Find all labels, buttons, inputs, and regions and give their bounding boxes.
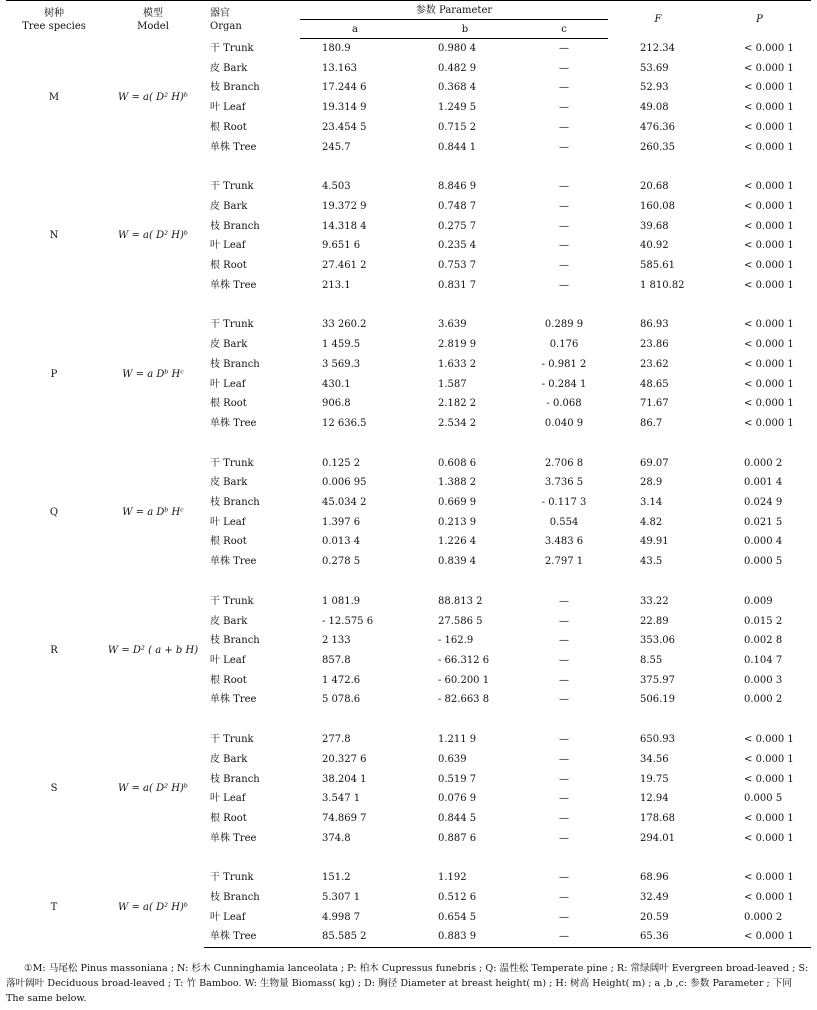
- header-organ-en: Organ: [210, 20, 242, 32]
- cell-c: —: [559, 260, 569, 272]
- cell-b: 0.235 4: [438, 240, 477, 252]
- cell-a: 0.125 2: [322, 457, 361, 469]
- cell-a: 213.1: [322, 279, 351, 291]
- cell-a: 4.998 7: [322, 911, 361, 923]
- cell-c: 3.736 5: [544, 477, 584, 489]
- cell-p: < 0.000 1: [744, 240, 794, 252]
- cell-a: 14.318 4: [322, 220, 367, 232]
- cell-a: 3 569.3: [322, 358, 361, 370]
- cell-c: —: [559, 141, 569, 153]
- cell-organ: 皮 Bark: [210, 62, 248, 74]
- spacer-cell: [6, 434, 811, 454]
- cell-f: 48.65: [640, 378, 669, 390]
- cell-b: 0.844 1: [438, 141, 477, 153]
- cell-f: 19.75: [640, 773, 669, 785]
- cell-c: - 0.117 3: [541, 497, 587, 509]
- cell-p: 0.000 3: [744, 674, 783, 686]
- cell-p: < 0.000 1: [744, 141, 794, 153]
- cell-f: 476.36: [640, 121, 676, 133]
- cell-organ: 枝 Branch: [210, 773, 260, 785]
- cell-c: —: [559, 734, 569, 746]
- cell-p: < 0.000 1: [744, 892, 794, 904]
- cell-p: 0.000 2: [744, 911, 783, 923]
- species-cell: P: [50, 368, 58, 380]
- cell-f: 3.14: [640, 497, 663, 509]
- cell-b: 0.980 4: [438, 43, 477, 54]
- cell-organ: 单株 Tree: [210, 279, 257, 291]
- group-spacer: [6, 710, 811, 730]
- cell-a: 38.204 1: [322, 773, 367, 785]
- table-body: [6, 39, 811, 948]
- cell-organ: 皮 Bark: [210, 615, 248, 627]
- cell-a: 1 472.6: [322, 674, 361, 686]
- cell-organ: 叶 Leaf: [210, 516, 246, 528]
- cell-c: - 0.284 1: [541, 378, 587, 390]
- cell-b: 2.819 9: [438, 339, 477, 351]
- cell-c: 2.706 8: [544, 457, 584, 469]
- cell-b: 0.883 9: [410, 927, 520, 947]
- cell-f: 20.59: [640, 911, 669, 923]
- cell-b: 1.388 2: [438, 477, 477, 489]
- cell-organ: 皮 Bark: [210, 753, 248, 765]
- cell-b: 88.813 2: [438, 595, 483, 607]
- cell-a: 857.8: [322, 654, 351, 666]
- cell-a: 5 078.6: [322, 694, 361, 706]
- cell-organ: 叶 Leaf: [210, 102, 246, 114]
- cell-p: < 0.000 1: [744, 42, 794, 54]
- cell-p: < 0.000 1: [744, 398, 794, 410]
- cell-c: —: [559, 595, 569, 607]
- cell-b: 1.633 2: [438, 358, 477, 370]
- group-spacer: [6, 848, 811, 868]
- table-row: [6, 592, 811, 612]
- cell-organ: 皮 Bark: [210, 200, 248, 212]
- cell-a: 13.163: [322, 62, 357, 74]
- cell-p: < 0.000 1: [744, 812, 794, 824]
- cell-c: - 0.981 2: [541, 358, 587, 370]
- group-spacer: [6, 572, 811, 592]
- group-spacer: [6, 157, 811, 177]
- cell-f: 375.97: [640, 674, 676, 686]
- cell-p: < 0.000 1: [744, 773, 794, 785]
- cell-b: 0.831 7: [438, 279, 477, 291]
- cell-b: 27.586 5: [438, 615, 483, 627]
- model-cell: W = a Dᵇ Hᶜ: [122, 506, 184, 518]
- cell-c: 2.797 1: [544, 556, 584, 568]
- cell-p: < 0.000 1: [744, 279, 794, 291]
- cell-organ: 叶 Leaf: [210, 793, 246, 805]
- cell-a: 17.244 6: [322, 82, 367, 94]
- model-cell: W = a( D² H)ᵇ: [118, 91, 188, 103]
- cell-f: 39.68: [640, 220, 669, 232]
- cell-p: < 0.000 1: [744, 181, 794, 193]
- cell-p: 0.021 5: [744, 516, 783, 528]
- species-cell: M: [48, 91, 60, 103]
- table-row: [6, 868, 811, 888]
- cell-f: 28.9: [640, 477, 663, 489]
- cell-c: —: [559, 279, 569, 291]
- cell-b: 1.192: [438, 872, 467, 884]
- cell-b: 1.249 5: [438, 102, 477, 114]
- cell-c: —: [559, 793, 569, 805]
- cell-p: < 0.000 1: [744, 339, 794, 351]
- cell-organ: 枝 Branch: [210, 82, 260, 94]
- cell-c: —: [559, 615, 569, 627]
- cell-a: 0.013 4: [322, 536, 361, 548]
- cell-organ: 皮 Bark: [210, 339, 248, 351]
- cell-b: 0.213 9: [438, 516, 477, 528]
- cell-c: - 0.068: [546, 398, 582, 410]
- header-model-en: Model: [137, 20, 169, 32]
- species-cell: S: [50, 783, 58, 795]
- cell-p: < 0.000 1: [744, 832, 794, 844]
- cell-a: 27.461 2: [322, 260, 367, 272]
- cell-f: 34.56: [640, 753, 669, 765]
- cell-b: 0.368 4: [438, 82, 477, 94]
- cell-f: 20.68: [640, 181, 669, 193]
- cell-organ: 干 Trunk: [210, 872, 254, 884]
- model-cell: W = a( D² H)ᵇ: [118, 901, 188, 913]
- cell-b: 3.639: [438, 319, 467, 331]
- cell-c: —: [559, 694, 569, 706]
- group-spacer: [6, 295, 811, 315]
- cell-f: 8.55: [640, 654, 663, 666]
- cell-c: —: [520, 927, 608, 947]
- cell-c: —: [559, 121, 569, 133]
- cell-a: 85.585 2: [300, 927, 410, 947]
- cell-p: < 0.000 1: [744, 753, 794, 765]
- cell-p: < 0.000 1: [744, 358, 794, 370]
- table-row: [6, 315, 811, 335]
- model-cell: W = D² ( a + b H): [107, 644, 199, 656]
- cell-b: 0.275 7: [438, 220, 477, 232]
- cell-organ: 单株 Tree: [210, 556, 257, 568]
- cell-p: < 0.000 1: [744, 62, 794, 74]
- cell-a: 180.9: [322, 43, 351, 54]
- table-row: [6, 730, 811, 750]
- header-p: P: [708, 1, 811, 39]
- cell-c: —: [559, 43, 569, 54]
- cell-f: 353.06: [640, 635, 676, 647]
- cell-b: 2.534 2: [438, 417, 477, 429]
- cell-a: 906.8: [322, 398, 351, 410]
- cell-organ: 根 Root: [210, 121, 247, 133]
- cell-p: 0.002 8: [744, 635, 783, 647]
- cell-b: - 60.200 1: [438, 674, 490, 686]
- cell-organ: 皮 Bark: [210, 477, 248, 489]
- cell-c: —: [559, 832, 569, 844]
- cell-c: —: [559, 911, 569, 923]
- cell-b: 0.076 9: [438, 793, 477, 805]
- cell-c: —: [559, 181, 569, 193]
- cell-p: 0.000 4: [744, 536, 783, 548]
- model-cell: W = a( D² H)ᵇ: [118, 230, 188, 242]
- cell-organ: 干 Trunk: [210, 181, 254, 193]
- cell-f: 4.82: [640, 516, 663, 528]
- cell-c: —: [559, 82, 569, 94]
- cell-a: 374.8: [322, 832, 351, 844]
- cell-a: 23.454 5: [322, 121, 367, 133]
- model-cell: W = a( D² H)ᵇ: [118, 783, 188, 795]
- cell-organ: 单株 Tree: [204, 927, 300, 947]
- spacer-cell: [6, 572, 811, 592]
- cell-c: 0.176: [549, 339, 579, 351]
- cell-p: < 0.000 1: [744, 872, 794, 884]
- cell-p: 0.000 2: [744, 457, 783, 469]
- cell-organ: 枝 Branch: [210, 635, 260, 647]
- cell-a: 2 133: [322, 635, 351, 647]
- species-cell: T: [50, 901, 58, 913]
- cell-a: 0.006 95: [322, 477, 367, 489]
- cell-p: < 0.000 1: [744, 260, 794, 272]
- model-cell: W = a Dᵇ Hᶜ: [122, 368, 184, 380]
- cell-a: 4.503: [322, 181, 351, 193]
- cell-p: 0.024 9: [744, 497, 783, 509]
- cell-c: 0.554: [549, 516, 579, 528]
- cell-p: < 0.000 1: [744, 200, 794, 212]
- cell-c: —: [559, 812, 569, 824]
- cell-p: 0.104 7: [744, 654, 783, 666]
- cell-b: 0.748 7: [438, 200, 477, 212]
- cell-p: 0.000 5: [744, 556, 783, 568]
- cell-f: 68.96: [640, 872, 669, 884]
- cell-b: 0.482 9: [438, 62, 477, 74]
- cell-c: 0.040 9: [544, 417, 584, 429]
- cell-a: 33 260.2: [322, 319, 367, 331]
- header-f: F: [608, 1, 708, 39]
- cell-organ: 根 Root: [210, 536, 247, 548]
- cell-a: 74.869 7: [322, 812, 367, 824]
- cell-p: < 0.000 1: [708, 927, 811, 947]
- cell-p: < 0.000 1: [744, 734, 794, 746]
- cell-organ: 根 Root: [210, 812, 247, 824]
- cell-organ: 干 Trunk: [210, 319, 254, 331]
- cell-a: 45.034 2: [322, 497, 367, 509]
- cell-b: 0.669 9: [438, 497, 477, 509]
- cell-p: < 0.000 1: [744, 82, 794, 94]
- cell-a: 151.2: [322, 872, 351, 884]
- cell-organ: 根 Root: [210, 398, 247, 410]
- cell-b: 0.753 7: [438, 260, 477, 272]
- table-header: [6, 1, 811, 39]
- cell-p: 0.001 4: [744, 477, 783, 489]
- cell-b: 0.715 2: [438, 121, 477, 133]
- cell-c: —: [559, 872, 569, 884]
- cell-a: 5.307 1: [322, 892, 361, 904]
- cell-a: 9.651 6: [322, 240, 361, 252]
- header-b: b: [410, 20, 520, 39]
- cell-p: 0.000 5: [744, 793, 783, 805]
- spacer-cell: [6, 710, 811, 730]
- cell-f: 40.92: [640, 240, 669, 252]
- table-row: [6, 454, 811, 474]
- cell-c: —: [559, 892, 569, 904]
- table-footnote: [6, 961, 811, 1006]
- cell-f: 33.22: [640, 595, 669, 607]
- cell-c: —: [559, 753, 569, 765]
- cell-organ: 干 Trunk: [210, 457, 254, 469]
- cell-a: 245.7: [322, 141, 351, 153]
- cell-b: 1.587: [438, 378, 467, 390]
- cell-organ: 叶 Leaf: [210, 240, 246, 252]
- cell-a: - 12.575 6: [322, 615, 374, 627]
- species-cell: Q: [49, 506, 59, 518]
- cell-f: 86.93: [640, 319, 669, 331]
- species-cell: R: [50, 644, 58, 656]
- cell-a: 19.372 9: [322, 200, 367, 212]
- spacer-cell: [6, 295, 811, 315]
- cell-b: 0.654 5: [438, 911, 477, 923]
- cell-p: < 0.000 1: [744, 417, 794, 429]
- cell-f: 294.01: [640, 832, 676, 844]
- cell-b: 1.211 9: [438, 734, 477, 746]
- cell-c: —: [559, 240, 569, 252]
- cell-f: 260.35: [640, 141, 676, 153]
- cell-c: —: [559, 62, 569, 74]
- cell-b: 0.608 6: [438, 457, 477, 469]
- cell-organ: 根 Root: [210, 674, 247, 686]
- cell-b: 1.226 4: [438, 536, 477, 548]
- cell-f: 212.34: [640, 42, 676, 54]
- spacer-cell: [6, 848, 811, 868]
- header-species-cn: 树种: [44, 7, 64, 19]
- cell-organ: 单株 Tree: [210, 141, 257, 153]
- cell-organ: 叶 Leaf: [210, 654, 246, 666]
- cell-organ: 叶 Leaf: [210, 911, 246, 923]
- cell-c: —: [559, 102, 569, 114]
- cell-p: 0.015 2: [744, 615, 783, 627]
- cell-organ: 干 Trunk: [210, 42, 254, 54]
- cell-organ: 枝 Branch: [210, 497, 260, 509]
- biomass-parameter-table: [6, 0, 811, 948]
- header-organ: [204, 1, 300, 39]
- table-row: [6, 177, 811, 197]
- cell-organ: 单株 Tree: [210, 417, 257, 429]
- cell-b: 0.887 6: [438, 832, 477, 844]
- header-a: a: [300, 20, 410, 39]
- cell-f: 71.67: [640, 398, 669, 410]
- cell-f: 49.91: [640, 536, 669, 548]
- cell-a: 277.8: [322, 734, 351, 746]
- cell-f: 160.08: [640, 200, 676, 212]
- cell-f: 32.49: [640, 892, 669, 904]
- header-species-en: Tree species: [22, 20, 86, 32]
- cell-p: < 0.000 1: [744, 102, 794, 114]
- cell-f: 1 810.82: [640, 279, 685, 291]
- cell-b: 0.519 7: [438, 773, 477, 785]
- cell-b: 0.512 6: [438, 892, 477, 904]
- cell-a: 3.547 1: [322, 793, 361, 805]
- cell-b: 0.839 4: [438, 556, 477, 568]
- header-c: c: [520, 20, 608, 39]
- cell-p: < 0.000 1: [744, 378, 794, 390]
- table-container: [6, 0, 811, 948]
- cell-a: 12 636.5: [322, 417, 367, 429]
- cell-c: —: [559, 773, 569, 785]
- header-model-cn: 模型: [143, 7, 163, 19]
- cell-p: 0.000 2: [744, 694, 783, 706]
- cell-b: - 66.312 6: [438, 654, 490, 666]
- cell-f: 178.68: [640, 812, 676, 824]
- cell-organ: 枝 Branch: [210, 358, 260, 370]
- cell-f: 650.93: [640, 734, 676, 746]
- cell-f: 23.86: [640, 339, 669, 351]
- cell-a: 19.314 9: [322, 102, 367, 114]
- cell-p: < 0.000 1: [744, 319, 794, 331]
- cell-f: 53.69: [640, 62, 669, 74]
- header-model: [102, 1, 204, 39]
- cell-organ: 干 Trunk: [210, 595, 254, 607]
- cell-c: 0.289 9: [544, 319, 584, 331]
- cell-f: 12.94: [640, 793, 669, 805]
- cell-b: 0.639: [438, 753, 467, 765]
- cell-b: 0.844 5: [438, 812, 477, 824]
- footnote-text: ①M: 马尾松 Pinus massoniana ; N: 杉木 Cunninghamia lanceolata ; P: 柏木 Cupressus funebris ; Q: 温性松 Temperate pine ; R: 常绿阔叶 Evergreen broad-leaved ; S: 落叶阔叶 Deciduous broad-leaved ; T: 竹 Bamboo. W: 生物量 Biomass( kg) ; D: 胸径 Diameter at breast height( m) ; H: 树高 Height( m) ; a ,b ,c: 参数 Parameter ; 下同 The same below.: [6, 963, 809, 1004]
- cell-f: 506.19: [640, 694, 676, 706]
- cell-f: 65.36: [608, 927, 708, 947]
- header-species: [6, 1, 102, 39]
- cell-f: 49.08: [640, 102, 669, 114]
- cell-f: 52.93: [640, 82, 669, 94]
- cell-c: 3.483 6: [544, 536, 584, 548]
- cell-f: 69.07: [640, 457, 669, 469]
- cell-organ: 干 Trunk: [210, 734, 254, 746]
- spacer-cell: [6, 157, 811, 177]
- cell-f: 585.61: [640, 260, 676, 272]
- cell-organ: 单株 Tree: [210, 694, 257, 706]
- cell-f: 22.89: [640, 615, 669, 627]
- cell-organ: 叶 Leaf: [210, 378, 246, 390]
- cell-organ: 枝 Branch: [210, 220, 260, 232]
- cell-f: 43.5: [640, 556, 663, 568]
- cell-b: 2.182 2: [438, 398, 477, 410]
- cell-c: —: [559, 220, 569, 232]
- cell-a: 20.327 6: [322, 753, 367, 765]
- cell-a: 430.1: [322, 378, 351, 390]
- cell-p: < 0.000 1: [744, 121, 794, 133]
- header-organ-cn: 器官: [210, 7, 230, 19]
- cell-p: 0.009: [744, 595, 773, 607]
- cell-organ: 单株 Tree: [210, 832, 257, 844]
- cell-organ: 枝 Branch: [210, 892, 260, 904]
- cell-b: - 162.9: [438, 635, 474, 647]
- species-cell: N: [49, 230, 59, 242]
- cell-f: 86.7: [640, 417, 663, 429]
- group-spacer: [6, 434, 811, 454]
- cell-a: 1 081.9: [322, 595, 361, 607]
- cell-organ: 根 Root: [210, 260, 247, 272]
- cell-b: - 82.663 8: [438, 694, 490, 706]
- cell-a: 1.397 6: [322, 516, 361, 528]
- table-row: [6, 39, 811, 59]
- cell-b: 8.846 9: [438, 181, 477, 193]
- cell-c: —: [559, 200, 569, 212]
- cell-a: 1 459.5: [322, 339, 361, 351]
- cell-c: —: [559, 674, 569, 686]
- cell-f: 23.62: [640, 358, 669, 370]
- cell-c: —: [559, 654, 569, 666]
- cell-p: < 0.000 1: [744, 220, 794, 232]
- cell-a: 0.278 5: [322, 556, 361, 568]
- header-parameter: 参数 Parameter: [300, 1, 608, 20]
- cell-c: —: [559, 635, 569, 647]
